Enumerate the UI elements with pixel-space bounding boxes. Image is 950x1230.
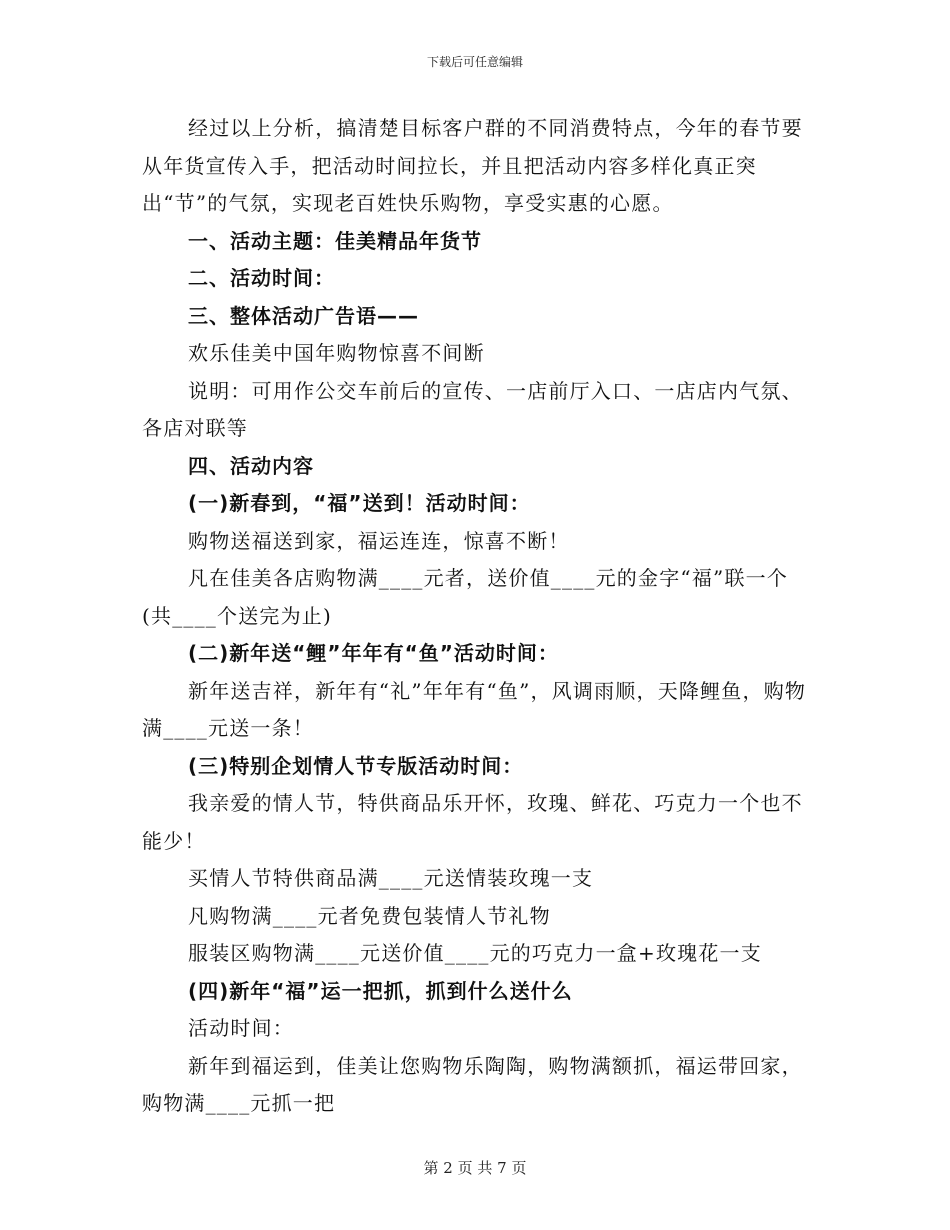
paragraph-slogan: 欢乐佳美中国年购物惊喜不间断 (188, 341, 485, 365)
heading-section-1: (一)新春到，“福”送到！活动时间： (188, 491, 531, 515)
heading-section-3: (三)特别企划情人节专版活动时间： (188, 753, 524, 778)
paragraph-section-4-time: 活动时间： (188, 1016, 294, 1040)
heading-time: 二、活动时间： (188, 266, 335, 290)
paragraph-section-3-item-3: 服装区购物满____元送价值____元的巧克力一盒+玫瑰花一支 (188, 941, 762, 965)
paragraph-intro: 经过以上分析，搞清楚目标客户群的不同消费特点，今年的春节要从年货宣传入手，把活动时间拉长，并且把活动内容多样化真正突出“节”的气氛，实现老百姓快乐购物，享受实惠的心愿。 (142, 116, 803, 215)
page-header: 下载后可任意编辑 (426, 55, 523, 69)
paragraph-section-1-detail: 凡在佳美各店购物满____元者，送价值____元的金字“福”联一个(共____个送完为止) (142, 566, 789, 628)
heading-section-2: (二)新年送“鲤”年年有“鱼”活动时间： (188, 641, 559, 665)
paragraph-section-4-detail: 新年到福运到，佳美让您购物乐陶陶，购物满额抓，福运带回家，购物满____元抓一把 (142, 1053, 803, 1115)
paragraph-section-3-item-1: 买情人节特供商品满____元送情装玫瑰一支 (188, 866, 594, 890)
paragraph-section-2-detail: 新年送吉祥，新年有“礼”年年有“鱼”，风调雨顺，天降鲤鱼，购物满____元送一条！ (142, 678, 807, 740)
paragraph-section-3-intro: 我亲爱的情人节，特供商品乐开怀，玫瑰、鲜花、巧克力一个也不能少！ (142, 791, 803, 853)
document-body (142, 110, 812, 1123)
heading-content: 四、活动内容 (188, 453, 314, 478)
paragraph-explanation: 说明：可用作公交车前后的宣传、一店前厅入口、一店店内气氛、各店对联等 (142, 378, 803, 440)
paragraph-section-3-item-2: 凡购物满____元者免费包装情人节礼物 (188, 903, 551, 928)
paragraph-section-1-intro: 购物送福送到家，福运连连，惊喜不断！ (188, 528, 570, 553)
heading-slogan: 三、整体活动广告语—— (188, 303, 419, 328)
page-footer: 第 2 页 共 7 页 (423, 1159, 527, 1177)
heading-theme: 一、活动主题：佳美精品年货节 (188, 228, 482, 253)
heading-section-4: (四)新年“福”运一把抓，抓到什么送什么 (188, 978, 573, 1003)
